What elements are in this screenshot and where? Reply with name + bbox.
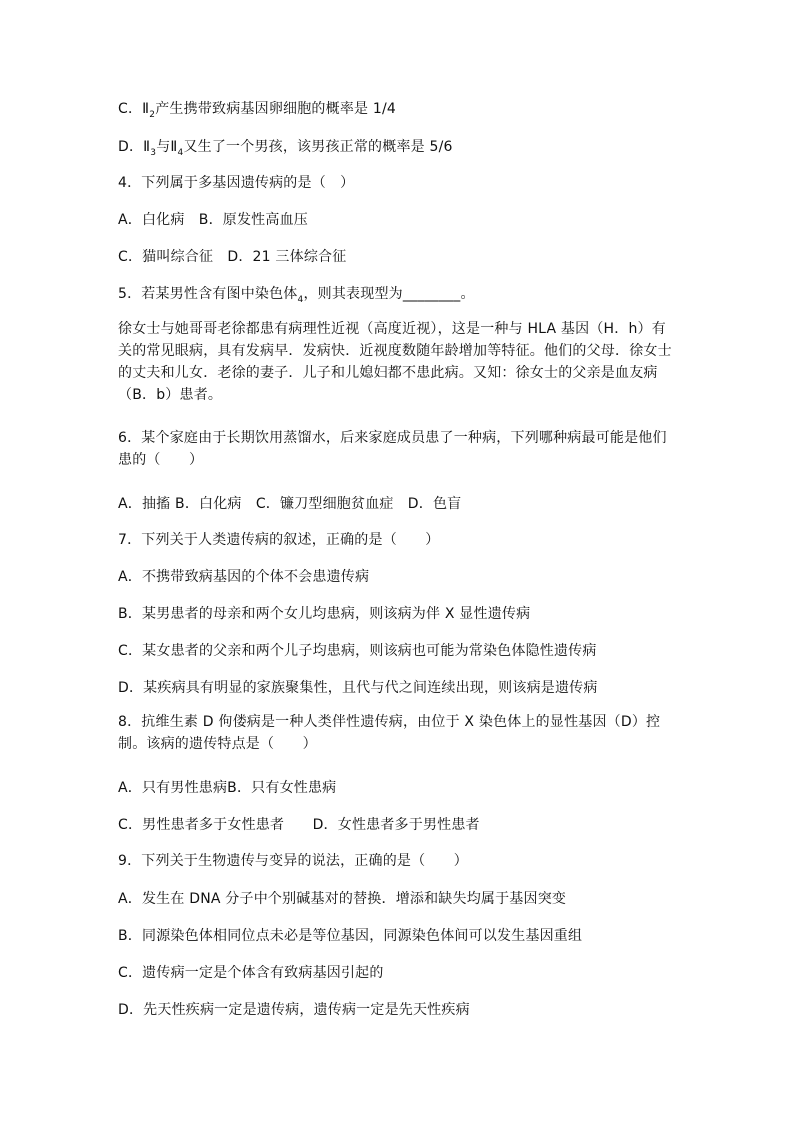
passage-paragraph: 徐女士与她哥哥老徐都患有病理性近视（高度近视），这是一种与 HLA 基因（H．h）有关的常见眼病，具有发病早．发病快．近视度数随年龄增加等特征。他们的父母．徐女士的丈夫和儿女．老徐的妻子．儿子和儿媳妇都不患此病。又知：徐女士的父亲是血友病（B．b）患者。: [118, 321, 672, 403]
option-c-q3: [118, 101, 396, 120]
option-text: 又生了一个男孩，该男孩正常的概率是 5/6: [183, 139, 453, 155]
question-4-options-ab: A．白化病 B．原发性高血压: [118, 212, 308, 228]
question-7-option-d: D．某疾病具有明显的家族聚集性，且代与代之间连续出现，则该病是遗传病: [118, 680, 598, 696]
question-8-options-ab: A．只有男性患病B．只有女性患病: [118, 780, 337, 796]
question-9-option-a: A．发生在 DNA 分子中个别碱基对的替换．增添和缺失均属于基因突变: [118, 891, 567, 907]
question-6-options: A．抽搐 B．白化病 C．镰刀型细胞贫血症 D．色盲: [118, 496, 462, 512]
question-7-option-a: A．不携带致病基因的个体不会患遗传病: [118, 569, 370, 585]
question-5: [118, 286, 475, 305]
question-7: 7．下列关于人类遗传病的叙述，正确的是（ ）: [118, 532, 440, 548]
question-4: 4．下列属于多基因遗传病的是（ ）: [118, 175, 355, 191]
question-6: 6．某个家庭由于长期饮用蒸馏水，后来家庭成员患了一种病，下列哪种病最可能是他们患的（ ）: [118, 430, 667, 468]
subscript: 2: [149, 109, 156, 120]
option-text: D．Ⅱ: [118, 139, 151, 155]
option-text: C．Ⅱ: [118, 101, 150, 117]
option-text: 与Ⅱ: [156, 139, 178, 155]
option-d-q3: [118, 139, 453, 158]
question-8-options-cd: C．男性患者多于女性患者 D．女性患者多于男性患者: [118, 817, 480, 833]
question-7-option-b: B．某男患者的母亲和两个女儿均患病，则该病为伴 X 显性遗传病: [118, 606, 531, 622]
question-8: 8．抗维生素 D 佝偻病是一种人类伴性遗传病，由位于 X 染色体上的显性基因（D）控制。该病的遗传特点是（ ）: [118, 714, 661, 752]
question-9-option-c: C．遗传病一定是个体含有致病基因引起的: [118, 965, 384, 981]
subscript: 4: [177, 147, 184, 158]
question-7-option-c: C．某女患者的父亲和两个儿子均患病，则该病也可能为常染色体隐性遗传病: [118, 643, 597, 659]
question-text: ，则其表现型为________。: [303, 286, 475, 302]
subscript: 3: [150, 147, 157, 158]
question-text: 5．若某男性含有图中染色体: [118, 286, 298, 302]
question-9: 9．下列关于生物遗传与变异的说法，正确的是（ ）: [118, 853, 468, 869]
question-4-options-cd: C．猫叫综合征 D．21 三体综合征: [118, 249, 347, 265]
subscript: 4: [297, 294, 304, 305]
question-9-option-d: D．先天性疾病一定是遗传病，遗传病一定是先天性疾病: [118, 1002, 470, 1018]
option-text: 产生携带致病基因卵细胞的概率是 1/4: [155, 101, 396, 117]
question-9-option-b: B．同源染色体相同位点未必是等位基因，同源染色体间可以发生基因重组: [118, 928, 583, 944]
